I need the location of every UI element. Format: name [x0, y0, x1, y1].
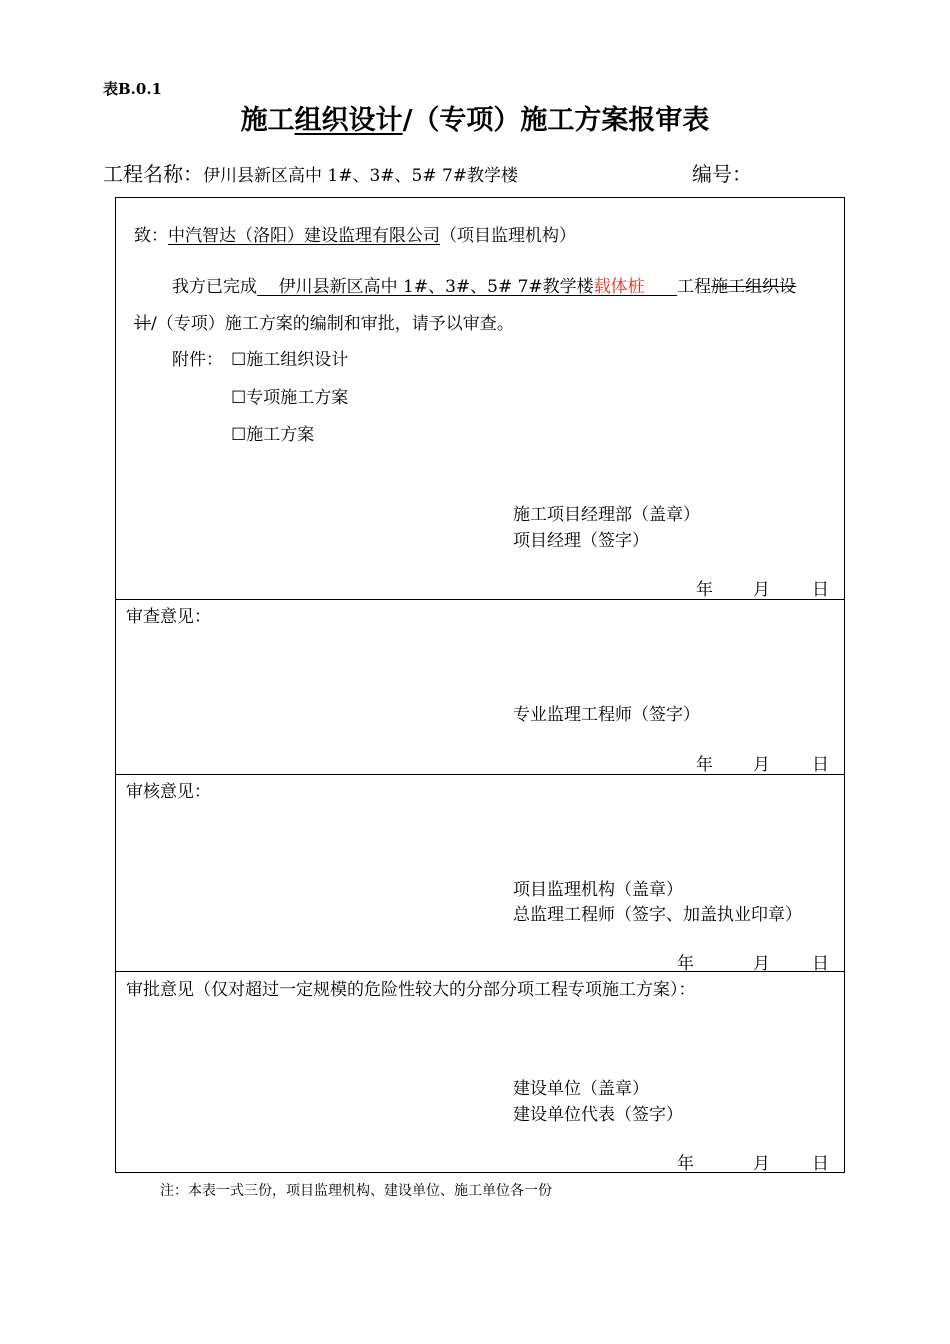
- addressee-suffix: （项目监理机构）: [440, 226, 576, 246]
- form-table: [115, 197, 845, 1173]
- owner-rep-sign: 建设单位代表（签字）: [513, 1105, 683, 1125]
- table-code: 表B.0.1: [103, 80, 162, 98]
- date-month: 月: [753, 954, 770, 974]
- project-name-row: [103, 158, 518, 187]
- project-name-label: 工程名称：: [103, 162, 203, 186]
- date-day: 日: [812, 954, 829, 974]
- serial-number-label: 编号：: [692, 162, 752, 186]
- date-year: 年: [696, 580, 713, 600]
- page-title: [0, 98, 950, 137]
- title-part-1: 施工: [240, 105, 295, 136]
- submission-project: 伊川县新区高中 1#、3#、5# 7#教学楼: [278, 277, 594, 297]
- audit-label: 审核意见：: [126, 782, 211, 802]
- approval-label: 审批意见（仅对超过一定规模的危险性较大的分部分项工程专项施工方案）：: [126, 980, 696, 1000]
- submission-mid: 工程: [677, 277, 712, 297]
- contractor-dept-sign: 施工项目经理部（盖章）: [513, 505, 700, 525]
- submission-project-blank: [257, 277, 677, 297]
- owner-unit-sign: 建设单位（盖章）: [513, 1079, 649, 1099]
- section-divider: [116, 774, 844, 775]
- project-manager-sign: 项目经理（签字）: [513, 531, 649, 551]
- date-day: 日: [812, 1154, 829, 1174]
- section-divider: [116, 971, 844, 972]
- attachment-option-3[interactable]: ☐施工方案: [231, 425, 315, 445]
- title-part-2: 组织设计: [294, 105, 403, 136]
- submission-prefix: 我方已完成: [172, 277, 257, 297]
- submission-strike-2: 计: [134, 314, 151, 334]
- addressee-org: 中汽智达（洛阳）建设监理有限公司: [168, 226, 440, 246]
- footnote: 注：本表一式三份，项目监理机构、建设单位、施工单位各一份: [160, 1183, 552, 1199]
- project-name-value: 伊川县新区高中 1#、3#、5# 7#教学楼: [203, 166, 519, 186]
- chief-engineer-sign: 总监理工程师（签字、加盖执业印章）: [513, 905, 802, 925]
- date-year: 年: [677, 1154, 694, 1174]
- date-month: 月: [753, 1154, 770, 1174]
- submission-line-1: [172, 272, 796, 297]
- section-divider: [116, 599, 844, 600]
- review-engineer-sign: 专业监理工程师（签字）: [513, 705, 700, 725]
- date-year: 年: [696, 755, 713, 775]
- date-month: 月: [753, 580, 770, 600]
- attachments-label: 附件：: [172, 350, 223, 370]
- supervision-org-sign: 项目监理机构（盖章）: [513, 880, 683, 900]
- review-label: 审查意见：: [126, 607, 211, 627]
- submission-subproject: 载体桩: [593, 277, 645, 297]
- submission-strike-1: 施工组织设: [711, 277, 797, 297]
- attachment-option-1[interactable]: ☐施工组织设计: [231, 350, 349, 370]
- addressee-line: [134, 221, 576, 246]
- title-part-3: /（专项）施工方案报审表: [402, 105, 710, 136]
- addressee-prefix: 致：: [134, 226, 168, 246]
- date-day: 日: [812, 755, 829, 775]
- submission-line-2: [134, 309, 514, 334]
- attachment-option-2[interactable]: ☐专项施工方案: [231, 388, 349, 408]
- date-year: 年: [677, 954, 694, 974]
- date-month: 月: [753, 755, 770, 775]
- date-day: 日: [812, 580, 829, 600]
- submission-rest: /（专项）施工方案的编制和审批，请予以审查。: [151, 314, 514, 334]
